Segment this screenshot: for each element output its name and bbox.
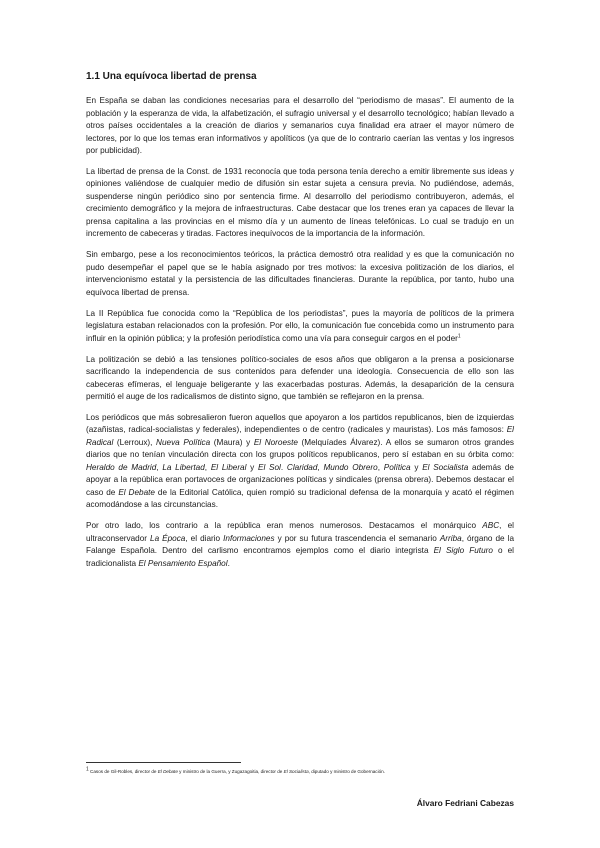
text-run: La II República fue conocida como la “República de los periodistas”, pues la mayoría de políticos de la primera legislatura estaban relacionados con la profesión. Por ello, la comunicación fue concebida como un instrumento para influir en la opinión pública; y la profesión periodística como una vía para conseguir cargos en el poder bbox=[86, 308, 514, 343]
text-run: , bbox=[204, 462, 211, 472]
paragraph bbox=[86, 412, 514, 512]
text-run: , órgano de la Falange Española. Dentro del carlismo encontramos ejemplos como el diario integrista bbox=[86, 533, 515, 556]
text-run: . bbox=[227, 558, 230, 568]
section-title: 1.1 Una equívoca libertad de prensa bbox=[86, 71, 257, 82]
text-run: (Melquíades Álvarez). A ellos se sumaron otros grandes diarios que no tenían vinculación directa con los grupos políticos republicanos, pero sí estaban en su órbita como: bbox=[86, 437, 514, 460]
footnote bbox=[86, 766, 514, 775]
publication-title: Nueva Política bbox=[156, 437, 211, 447]
text-run: Sin embargo, pese a los reconocimientos teóricos, la práctica demostró otra realidad y es que la comunicación no pudo desempeñar el papel que se le había asignado por tres motivos: la excesiva politización de los diarios, el intervencionismo estatal y la persistencia de las dificultades financieras. Durante la república, por tanto, hubo una equívoca libertad de prensa. bbox=[86, 250, 514, 297]
text-run: Los periódicos que más sobresalieron fueron aquellos que apoyaron a los partidos republicanos, bien de izquierdas (azañistas, radical-socialistas y federales), independientes o de centro (radicales y mauristas). Los más famosos: bbox=[86, 412, 514, 435]
publication-title: Política bbox=[383, 462, 411, 472]
publication-title: El Liberal bbox=[210, 462, 247, 472]
paragraph bbox=[86, 249, 514, 299]
text-run: La politización se debió a las tensiones político-sociales de esos años que obligaron a la prensa a posicionarse sacrificando la independencia de sus contenidos para defender una ideología. Consecuencia de ello son las cabeceras efímeras, el lenguaje beligerante y las exacerbadas posturas. Además, la desaparición de la censura permitió el auge de los radicalismos de distinto signo, que también se reflejaron en la prensa. bbox=[86, 354, 514, 402]
publication-title: El Socialista bbox=[283, 769, 309, 774]
text-run: La libertad de prensa de la Const. de 1931 reconocía que toda persona tenía derecho a emitir libremente sus ideas y opiniones valiéndose de cualquier medio de difusión sin estar sujeta a censura previa. No pudiéndose, además, suspenderse ningún periódico sino por sentencia firme. Al desarrollo del periodismo contribuyeron, además, el crecimiento demográfico y la mejora de infraestructuras. Cabe destacar que los trenes eran ya capaces de llevar la prensa capitalina a las provincias en el mismo día y un aumento de líneas telefónicas. Lo cual se tradujo en un incremento de cabeceras y tiradas. Factores inequívocos de la importancia de la información. bbox=[86, 166, 514, 239]
footnote-ref: 1 bbox=[86, 766, 89, 773]
text-run: , bbox=[317, 462, 324, 472]
text-run: o el tradicionalista bbox=[86, 546, 514, 568]
text-run: , el ultraconservador bbox=[86, 521, 514, 543]
paragraph-list bbox=[86, 95, 514, 570]
text-run: (Lerroux), bbox=[113, 437, 157, 447]
publication-title: La Libertad bbox=[162, 462, 205, 472]
publication-title: ABC bbox=[482, 521, 500, 531]
publication-title: El Pensamiento Español bbox=[138, 558, 228, 568]
text-run: y bbox=[410, 462, 423, 472]
paragraph bbox=[86, 520, 514, 570]
text-run: y ministro de la Guerra, y Zugazagoitia, director de bbox=[177, 769, 284, 774]
document-body bbox=[86, 70, 514, 579]
publication-title: El Debate bbox=[118, 487, 155, 497]
publication-title: El Noroeste bbox=[253, 437, 298, 447]
footnote-area bbox=[86, 762, 514, 775]
paragraph bbox=[86, 354, 514, 404]
publication-title: Arriba bbox=[439, 533, 462, 543]
author-name: Álvaro Fedriani Cabezas bbox=[416, 798, 514, 808]
text-run: , bbox=[156, 462, 163, 472]
publication-title: El Radical bbox=[86, 425, 514, 447]
text-run: de la Editorial Católica, quien rompió su tradicional defensa de la monarquía y acató el régimen acomodándose a las circunstancias. bbox=[86, 487, 514, 510]
text-run: (Maura) y bbox=[210, 437, 254, 447]
text-run: . bbox=[280, 462, 287, 472]
publication-title: El Sol bbox=[258, 462, 281, 472]
paragraph bbox=[86, 95, 514, 158]
text-run: , bbox=[377, 462, 384, 472]
publication-title: El Siglo Futuro bbox=[433, 546, 493, 556]
paragraph bbox=[86, 308, 514, 346]
publication-title: El Debate bbox=[157, 769, 178, 774]
publication-title: Heraldo de Madrid bbox=[86, 462, 157, 472]
text-run: y por su futura trascendencia el semanario bbox=[274, 533, 440, 543]
paragraph bbox=[86, 166, 514, 241]
publication-title: Informaciones bbox=[223, 533, 275, 543]
publication-title: La Época bbox=[150, 533, 186, 543]
text-run: , el diario bbox=[185, 533, 224, 543]
footnote-ref: 1 bbox=[457, 332, 461, 339]
text-run: además de apoyar a la república eran portavoces de organizaciones políticas y sindicales (prensa obrera). Debemos destacar el caso de bbox=[86, 462, 514, 497]
publication-title: Mundo Obrero bbox=[323, 462, 378, 472]
text-run: Por otro lado, los contrario a la república eran menos numerosos. Destacamos el monárquico bbox=[86, 521, 483, 531]
text-run: En España se daban las condiciones necesarias para el desarrollo del “periodismo de masas”. El aumento de la población y la esperanza de vida, la alfabetización, el sufragio universal y el desarrollo tecnológico; habían llevado a otros países occidentales a la creación de diarios y semanarios cuya finalidad era atraer el mayor número de lectores, por lo que los temas eran informativos y apolíticos (ya que de lo contrario caerían las ventas y los ingresos por publicidad). bbox=[86, 96, 514, 155]
text-run: Casos de Gil-Robles, director de bbox=[88, 769, 158, 774]
publication-title: Claridad bbox=[286, 462, 318, 472]
text-run: y bbox=[246, 462, 259, 472]
publication-title: El Socialista bbox=[422, 462, 469, 472]
footnote-divider bbox=[86, 762, 241, 763]
text-run: , diputado y ministro de Gobernación. bbox=[308, 769, 386, 774]
